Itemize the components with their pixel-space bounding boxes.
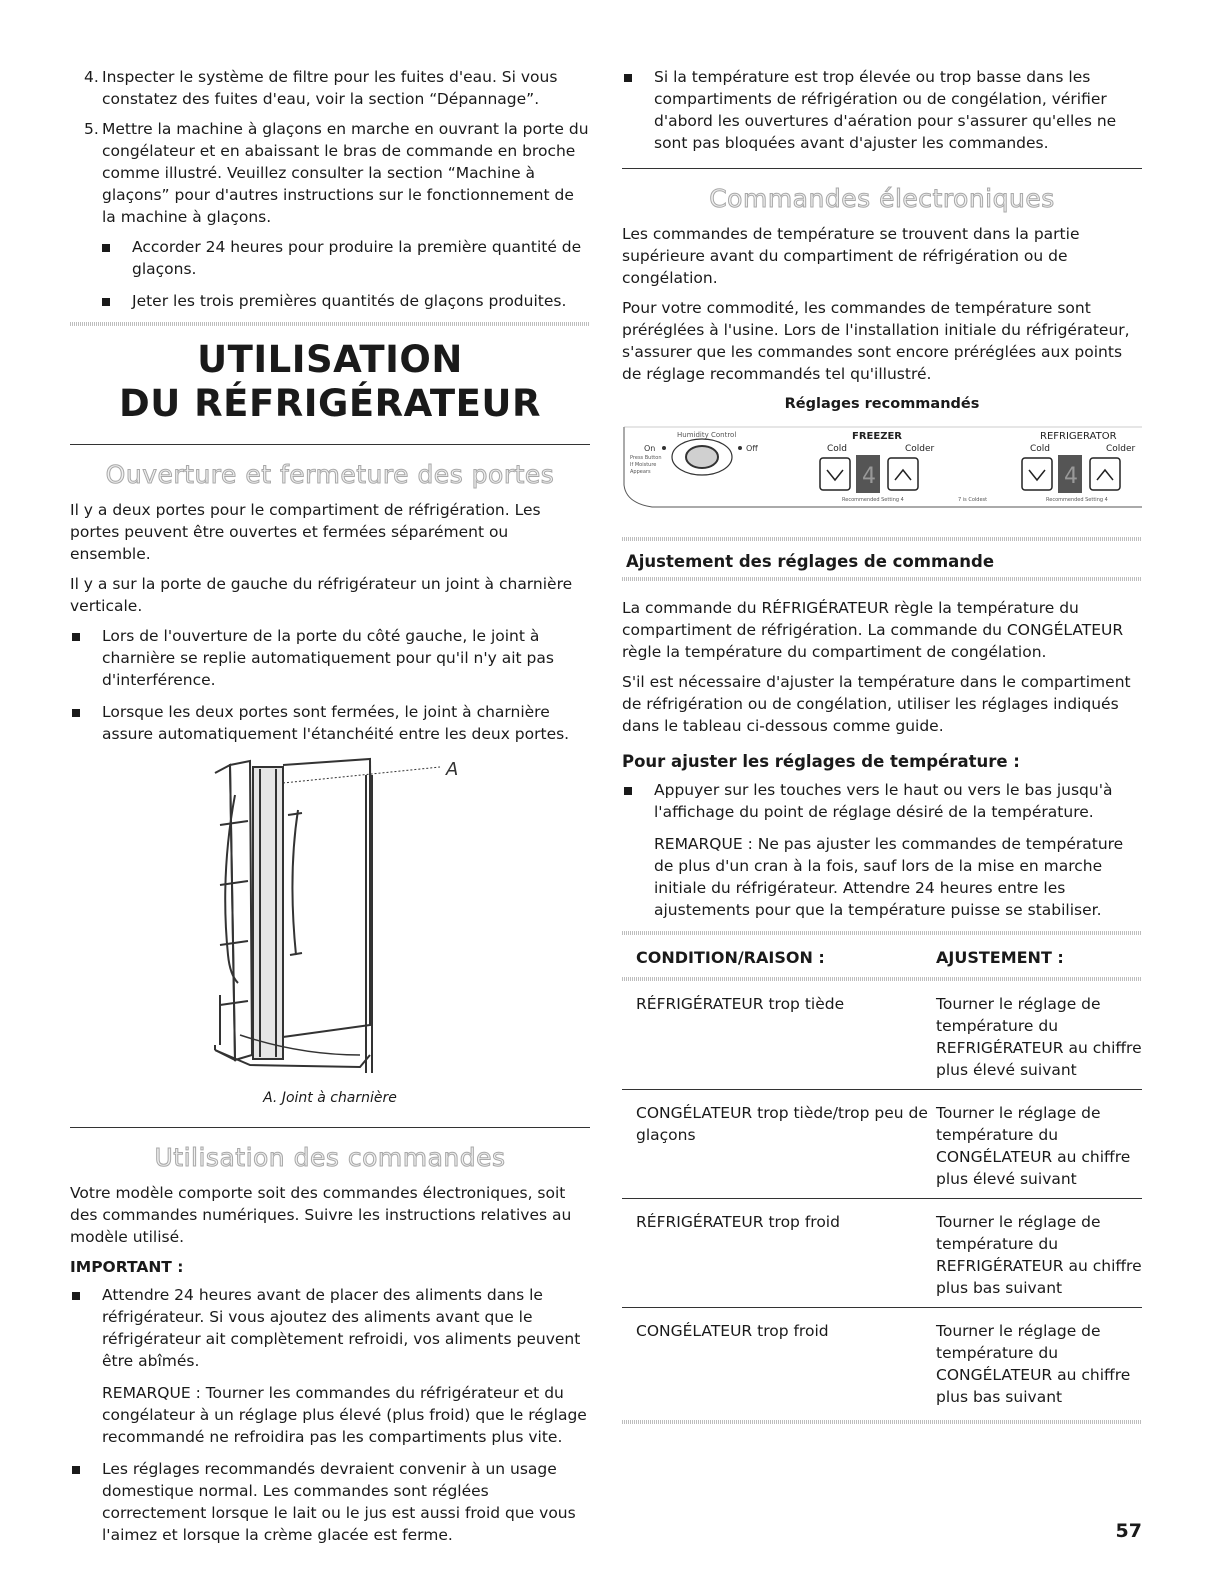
fridge-down-button xyxy=(1022,458,1052,490)
step-5-bullet: Accorder 24 heures pour produire la première quantité de glaçons. xyxy=(100,236,590,280)
table-header-condition: CONDITION/RAISON : xyxy=(636,948,825,967)
table-row xyxy=(622,1090,1142,1199)
temperature-bullet: Appuyer sur les touches vers le haut ou vers le bas jusqu'à l'affichage du point de réglage désiré de la température. xyxy=(622,779,1142,823)
freezer-down-button xyxy=(820,458,850,490)
important-bullet: Les réglages recommandés devraient convenir à un usage domestique normal. Les commandes sont réglées correctement lorsque le lait ou le jus est aussi froid que vous l'aimez et lorsque la crème glacée est ferme. xyxy=(70,1458,590,1546)
left-column xyxy=(70,66,590,1556)
important-bullet: Attendre 24 heures avant de placer des aliments dans le réfrigérateur. Si vous ajoutez des aliments avant que le réfrigérateur ait complètement refroidi, vos aliments peuvent être abîmés. xyxy=(70,1284,590,1372)
table-header-row xyxy=(622,941,1142,977)
step-5 xyxy=(70,118,590,228)
important-label: IMPORTANT : xyxy=(70,1258,184,1276)
panel-note: Appears xyxy=(630,469,651,475)
table-row xyxy=(622,1308,1142,1417)
step-4-number: 4. xyxy=(84,68,99,86)
section-rule xyxy=(622,168,1142,169)
doors-heading: Ouverture et fermeture des portes xyxy=(105,460,555,489)
freezer-recommended: Recommended Setting 4 xyxy=(842,497,904,503)
controls-heading: Utilisation des commandes xyxy=(154,1143,506,1172)
adjust-heading: Ajustement des réglages de commande xyxy=(626,552,995,571)
figure-label-a: A xyxy=(446,759,459,780)
table-cell-adjust: Tourner le réglage de température du REFRIGÉRATEUR au chiffre plus bas suivant xyxy=(936,1199,1142,1308)
page-number: 57 xyxy=(1115,1520,1142,1542)
adjust-paragraph-1: La commande du RÉFRIGÉRATEUR règle la température du compartiment de réfrigération. La commande du CONGÉLATEUR règle la température du compartiment de congélation. xyxy=(622,599,1124,661)
section-rule xyxy=(70,444,590,445)
fridge-digit: 4 xyxy=(1064,464,1078,489)
humidity-control-label: Humidity Control xyxy=(677,431,737,439)
off-label: Off xyxy=(746,444,758,453)
adjustment-table xyxy=(622,941,1142,1416)
dotted-divider xyxy=(622,931,1142,935)
remark-note: REMARQUE : Ne pas ajuster les commandes de température de plus d'un cran à la fois, sauf lors de la mise en marche initiale du réfrigérateur. Attendre 24 heures entre les ajustements pour que la température puisse se stabiliser. xyxy=(654,835,1124,919)
remark-note: REMARQUE : Tourner les commandes du réfrigérateur et du congélateur à un réglage plus élevé (plus froid) que le réglage recommandé ne refroidira pas les compartiments plus vite. xyxy=(102,1384,587,1446)
dotted-divider xyxy=(622,577,1142,581)
table-cell-condition: RÉFRIGÉRATEUR trop froid xyxy=(622,1199,936,1308)
electronic-paragraph-2: Pour votre commodité, les commandes de température sont préréglées à l'usine. Lors de l'installation initiale du réfrigérateur, s'assurer que les commandes sont encore préréglées aux points de réglage recommandés tel qu'illustré. xyxy=(622,299,1130,383)
temperature-heading: Pour ajuster les réglages de température : xyxy=(622,752,1020,771)
dotted-divider xyxy=(622,977,1142,981)
fridge-colder-label: Colder xyxy=(1106,444,1136,454)
freezer-digit: 4 xyxy=(862,464,876,489)
table-row xyxy=(622,987,1142,1090)
table-cell-condition: CONGÉLATEUR trop tiède/trop peu de glaçons xyxy=(622,1090,936,1199)
step-5-number: 5. xyxy=(84,120,99,138)
step-5-bullet: Jeter les trois premières quantités de glaçons produites. xyxy=(100,290,590,312)
doors-bullet: Lors de l'ouverture de la porte du côté gauche, le joint à charnière se replie automatiquement pour qu'il n'y ait pas d'interférence. xyxy=(70,625,590,691)
freezer-label: FREEZER xyxy=(852,431,902,442)
freezer-colder-label: Colder xyxy=(905,444,935,454)
main-title-line-2: DU RÉFRIGÉRATEUR xyxy=(119,382,541,425)
table-cell-condition: RÉFRIGÉRATEUR trop tiède xyxy=(636,995,845,1013)
main-title xyxy=(70,338,590,426)
figure-caption: A. Joint à charnière xyxy=(263,1090,397,1106)
step-5-text: Mettre la machine à glaçons en marche en ouvrant la porte du congélateur et en abaissant le bras de commande en broche comme illustré. Veuillez consulter la section “Machine à glaçons” pour d'autres instructions sur le fonctionnement de la machine à glaçons. xyxy=(102,120,589,226)
step-4-text: Inspecter le système de filtre pour les fuites d'eau. Si vous constatez des fuites d'eau, voir la section “Dépannage”. xyxy=(102,68,558,108)
step-4 xyxy=(70,66,590,110)
refrigerator-door-illustration xyxy=(70,755,590,1083)
dotted-divider xyxy=(70,322,590,326)
table-header-adjust: AJUSTEMENT : xyxy=(936,948,1064,967)
panel-note: Press Button xyxy=(630,455,662,461)
fridge-cold-label: Cold xyxy=(1030,444,1051,454)
fridge-up-button xyxy=(1090,458,1120,490)
adjust-paragraph-2: S'il est nécessaire d'ajuster la température dans le compartiment de réfrigération ou de congélation, utiliser les réglages indiqués dans le tableau ci-dessous comme guide. xyxy=(622,673,1131,735)
freezer-cold-label: Cold xyxy=(827,444,848,454)
electronic-controls-heading: Commandes électroniques xyxy=(709,184,1055,213)
dotted-divider xyxy=(622,537,1142,541)
door-seal-figure xyxy=(70,755,590,1083)
main-title-line-1: UTILISATION xyxy=(197,338,463,381)
table-cell-adjust: Tourner le réglage de température du CONGÉLATEUR au chiffre plus élevé suivant xyxy=(936,1090,1142,1199)
table-row xyxy=(622,1199,1142,1308)
panel-note: If Moisture xyxy=(630,462,657,468)
control-panel-illustration xyxy=(622,425,1142,525)
table-cell-condition: CONGÉLATEUR trop froid xyxy=(622,1308,936,1417)
coldest-note: 7 is Coldest xyxy=(958,497,988,503)
controls-paragraph: Votre modèle comporte soit des commandes électroniques, soit des commandes numériques. Suivre les instructions relatives au modèle utilisé. xyxy=(70,1184,572,1246)
refrigerator-label: REFRIGERATOR xyxy=(1040,431,1117,442)
on-label: On xyxy=(644,444,656,453)
section-rule xyxy=(70,1127,590,1128)
table-cell-adjust: Tourner le réglage de température du CONGÉLATEUR au chiffre plus bas suivant xyxy=(936,1308,1142,1417)
fridge-recommended: Recommended Setting 4 xyxy=(1046,497,1108,503)
doors-paragraph-1: Il y a deux portes pour le compartiment de réfrigération. Les portes peuvent être ouvertes et fermées séparément ou ensemble. xyxy=(70,501,541,563)
doors-bullet: Lorsque les deux portes sont fermées, le joint à charnière assure automatiquement l'étanchéité entre les deux portes. xyxy=(70,701,590,745)
recommended-settings-caption: Réglages recommandés xyxy=(784,396,980,412)
right-column xyxy=(622,66,1142,1434)
ventilation-bullet: Si la température est trop élevée ou trop basse dans les compartiments de réfrigération ou de congélation, vérifier d'abord les ouvertures d'aération pour s'assurer qu'elles ne sont pas bloquées avant d'ajuster les commandes. xyxy=(622,66,1142,154)
table-cell-adjust: Tourner le réglage de température du REFRIGÉRATEUR au chiffre plus élevé suivant xyxy=(936,995,1142,1079)
dotted-divider xyxy=(622,1420,1142,1424)
control-panel-figure xyxy=(622,425,1142,525)
electronic-paragraph-1: Les commandes de température se trouvent dans la partie supérieure avant du compartiment de réfrigération ou de congélation. xyxy=(622,225,1080,287)
doors-paragraph-2: Il y a sur la porte de gauche du réfrigérateur un joint à charnière verticale. xyxy=(70,575,573,615)
freezer-up-button xyxy=(888,458,918,490)
